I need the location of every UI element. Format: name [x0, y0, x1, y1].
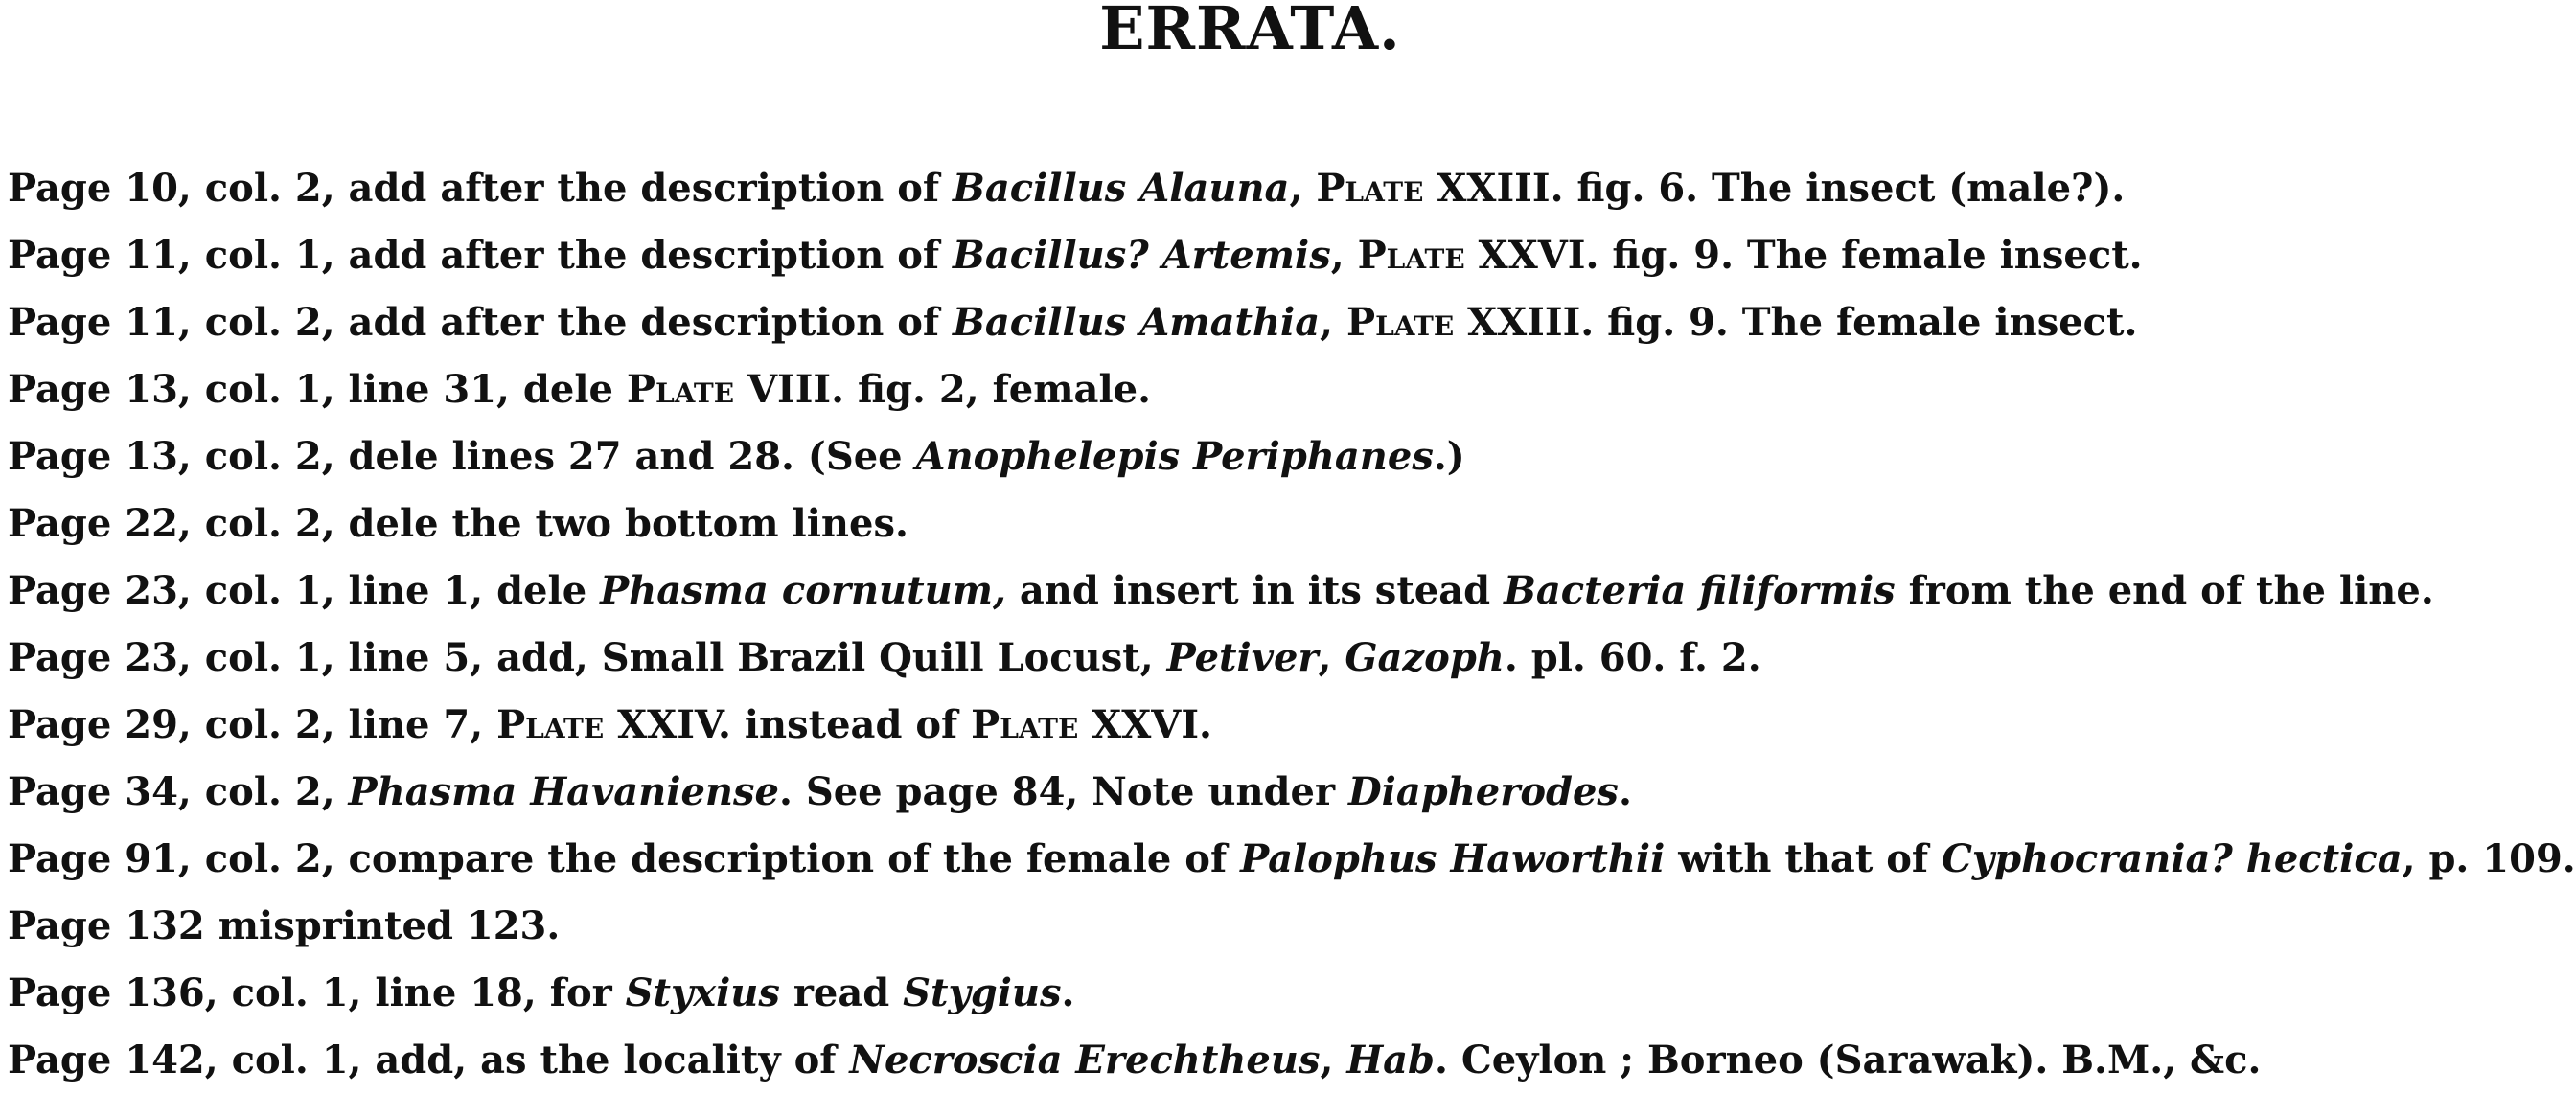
italic-text: Anophelepis Periphanes	[915, 434, 1434, 479]
italic-text: Petiver	[1166, 635, 1319, 680]
italic-text: Necroscia Erechtheus	[849, 1037, 1321, 1083]
italic-text: Bacillus Alauna	[953, 166, 1290, 211]
italic-text: Bacillus? Artemis	[953, 233, 1331, 278]
entry-text: Page 23, col. 1, line 5, add, Small Brazil Quill Locust,	[8, 635, 1167, 680]
entry-text: . Ceylon ; Borneo (Sarawak). B.M., &c.	[1435, 1037, 2262, 1083]
entry-text: ,	[1320, 300, 1347, 345]
entry-text: XXVI. fig. 9. The female insect.	[1464, 233, 2143, 278]
entry-text: .	[1061, 970, 1075, 1015]
errata-entry	[8, 490, 2495, 558]
entry-text: , p. 109.	[2402, 836, 2576, 881]
entry-text: Page 142, col. 1, add, as the locality of	[8, 1037, 850, 1083]
errata-entry	[8, 1027, 2495, 1094]
entry-text: read	[779, 970, 904, 1015]
entry-text: XXIII. fig. 9. The female insect.	[1454, 300, 2138, 345]
italic-text: Bacteria filiformis	[1504, 568, 1896, 613]
entry-text: XXVI.	[1078, 702, 1212, 747]
italic-text: Bacillus Amathia	[953, 300, 1321, 345]
errata-entry	[8, 893, 2495, 960]
italic-text: Gazoph	[1345, 635, 1505, 680]
entry-text: ,	[1289, 166, 1317, 211]
entry-text: . See page 84, Note under	[778, 769, 1348, 814]
entry-text: Page 91, col. 2, compare the description of the female of	[8, 836, 1241, 881]
entry-text: ,	[1330, 233, 1358, 278]
entry-text: VIII. fig. 2, female.	[734, 367, 1152, 412]
entry-text: .)	[1433, 434, 1465, 479]
entry-text: Page 13, col. 2, dele lines 27 and 28. (See	[8, 434, 916, 479]
errata-entry	[8, 423, 2495, 490]
entry-text: Page 136, col. 1, line 18, for	[8, 970, 626, 1015]
entry-text: Page 132 misprinted 123.	[8, 903, 561, 948]
small-caps-text: Plate	[1346, 300, 1455, 345]
small-caps-text: Plate	[971, 702, 1079, 747]
entry-text: Page 11, col. 1, add after the description of	[8, 233, 954, 278]
small-caps-text: Plate	[1316, 166, 1424, 211]
italic-text: Styxius	[625, 970, 780, 1015]
errata-entry	[8, 222, 2495, 289]
italic-text: Stygius	[903, 970, 1062, 1015]
errata-list	[8, 155, 2576, 1094]
errata-entry	[8, 759, 2495, 826]
italic-text: Palophus Haworthii	[1240, 836, 1666, 881]
errata-entry	[8, 692, 2495, 759]
entry-text: Page 22, col. 2, dele the two bottom lines.	[8, 501, 908, 546]
italic-text: Cyphocrania? hectica	[1942, 836, 2403, 881]
entry-text: Page 11, col. 2, add after the description of	[8, 300, 954, 345]
entry-text: Page 23, col. 1, line 1, dele	[8, 568, 601, 613]
italic-text: Hab	[1346, 1037, 1436, 1083]
page-title: ERRATA.	[1099, 0, 1401, 63]
entry-text: . pl. 60. f. 2.	[1504, 635, 1761, 680]
errata-entry	[8, 558, 2495, 625]
entry-text: .	[1618, 769, 1632, 814]
entry-text: XXIV. instead of	[604, 702, 972, 747]
small-caps-text: Plate	[496, 702, 605, 747]
small-caps-text: Plate	[1357, 233, 1465, 278]
entry-text: ,	[1320, 1037, 1347, 1083]
entry-text: from the end of the line.	[1895, 568, 2434, 613]
entry-text: XXIII. fig. 6. The insect (male?).	[1423, 166, 2126, 211]
italic-text: Phasma Havaniense	[348, 769, 779, 814]
entry-text: Page 34, col. 2,	[8, 769, 349, 814]
entry-text: and insert in its stead	[1005, 568, 1505, 613]
errata-entry	[8, 356, 2495, 423]
errata-entry	[8, 155, 2495, 222]
entry-text: with that of	[1665, 836, 1943, 881]
small-caps-text: Plate	[626, 367, 735, 412]
italic-text: Diapherodes	[1347, 769, 1619, 814]
errata-entry	[8, 289, 2495, 356]
italic-text: Phasma cornutum,	[600, 568, 1006, 613]
entry-text: ,	[1318, 635, 1346, 680]
errata-entry	[8, 625, 2495, 692]
errata-entry	[8, 960, 2495, 1027]
entry-text: Page 13, col. 1, line 31, dele	[8, 367, 627, 412]
entry-text: Page 10, col. 2, add after the description of	[8, 166, 954, 211]
errata-entry	[8, 826, 2576, 893]
entry-text: Page 29, col. 2, line 7,	[8, 702, 497, 747]
